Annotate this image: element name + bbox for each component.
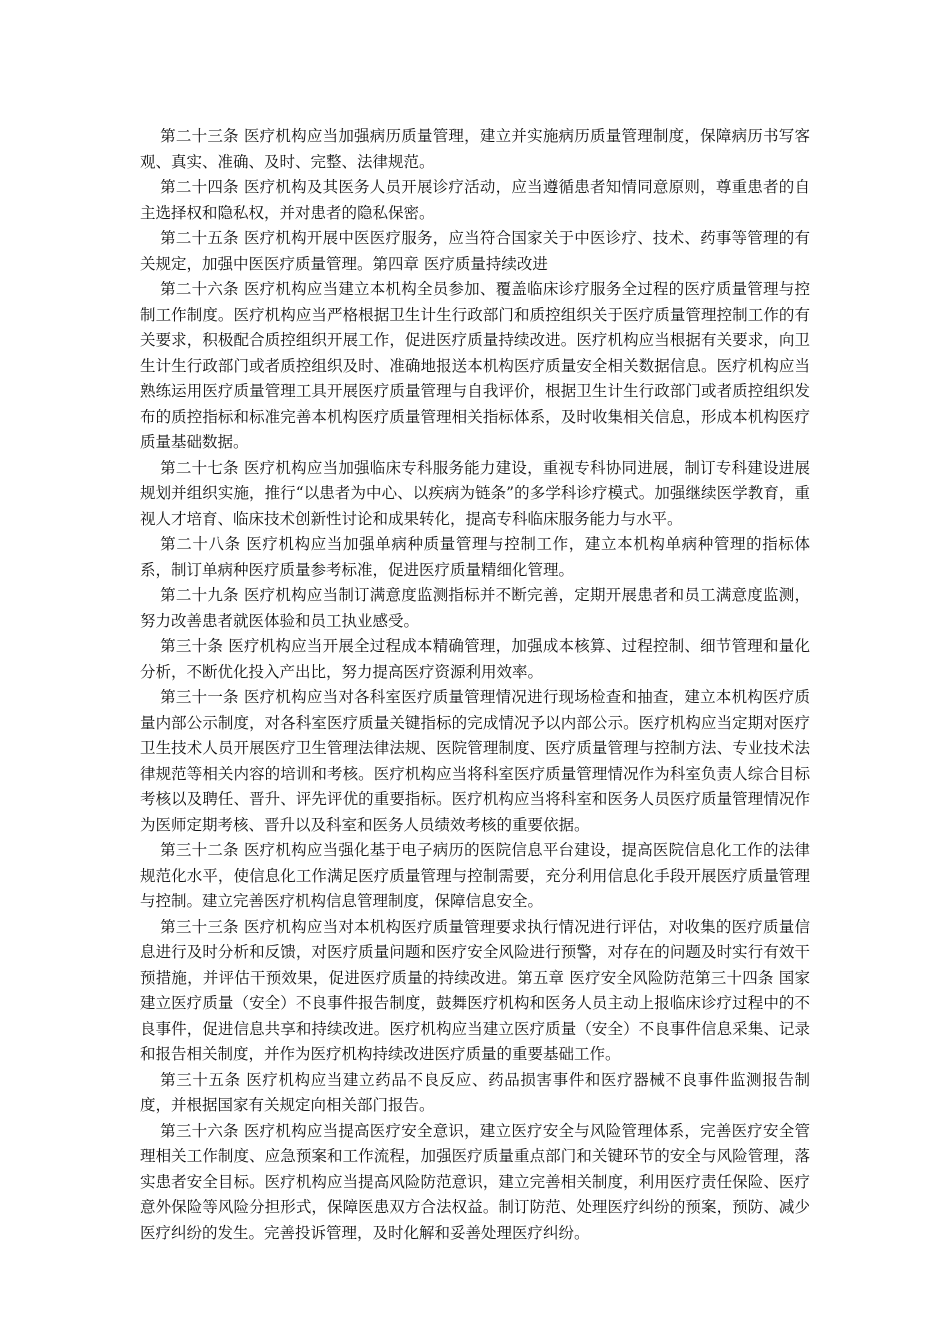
article-23-paragraph: 第二十三条 医疗机构应当加强病历质量管理，建立并实施病历质量管理制度，保障病历书写客观、真实、准确、及时、完整、法律规范。 [140, 127, 810, 171]
document-body [140, 124, 810, 1246]
article-31-paragraph: 第三十一条 医疗机构应当对各科室医疗质量管理情况进行现场检查和抽查，建立本机构医疗质量内部公示制度，对各科室医疗质量关键指标的完成情况予以内部公示。医疗机构应当定期对医疗卫生技术人员开展医疗卫生管理法律法规、医院管理制度、医疗质量管理与控制方法、专业技术法律规范等相关内容的培训和考核。医疗机构应当将科室医疗质量管理情况作为科室负责人综合目标考核以及聘任、晋升、评先评优的重要指标。医疗机构应当将科室和医务人员医疗质量管理情况作为医师定期考核、晋升以及科室和医务人员绩效考核的重要依据。 [140, 688, 810, 834]
article-25-paragraph: 第二十五条 医疗机构开展中医医疗服务，应当符合国家关于中医诊疗、技术、药事等管理的有关规定，加强中医医疗质量管理。第四章 医疗质量持续改进 [140, 229, 810, 273]
article-30-paragraph: 第三十条 医疗机构应当开展全过程成本精确管理，加强成本核算、过程控制、细节管理和量化分析，不断优化投入产出比，努力提高医疗资源利用效率。 [140, 637, 810, 681]
article-24-paragraph: 第二十四条 医疗机构及其医务人员开展诊疗活动，应当遵循患者知情同意原则，尊重患者的自主选择权和隐私权，并对患者的隐私保密。 [140, 178, 810, 222]
article-36-paragraph: 第三十六条 医疗机构应当提高医疗安全意识，建立医疗安全与风险管理体系，完善医疗安全管理相关工作制度、应急预案和工作流程，加强医疗质量重点部门和关键环节的安全与风险管理，落实患者安全目标。医疗机构应当提高风险防范意识，建立完善相关制度，利用医疗责任保险、医疗意外保险等风险分担形式，保障医患双方合法权益。制订防范、处理医疗纠纷的预案，预防、减少医疗纠纷的发生。完善投诉管理，及时化解和妥善处理医疗纠纷。 [140, 1121, 810, 1242]
article-27-paragraph: 第二十七条 医疗机构应当加强临床专科服务能力建设，重视专科协同进展，制订专科建设进展规划并组织实施，推行“以患者为中心、以疾病为链条”的多学科诊疗模式。加强继续医学教育，重视人才培育、临床技术创新性讨论和成果转化，提高专科临床服务能力与水平。 [140, 458, 810, 528]
article-33-34-paragraph: 第三十三条 医疗机构应当对本机构医疗质量管理要求执行情况进行评估，对收集的医疗质量信息进行及时分析和反馈，对医疗质量问题和医疗安全风险进行预警，对存在的问题及时实行有效干预措施，并评估干预效果，促进医疗质量的持续改进。第五章 医疗安全风险防范第三十四条 国家建立医疗质量（安全）不良事件报告制度，鼓舞医疗机构和医务人员主动上报临床诊疗过程中的不良事件，促进信息共享和持续改进。医疗机构应当建立医疗质量（安全）不良事件信息采集、记录和报告相关制度，并作为医疗机构持续改进医疗质量的重要基础工作。 [140, 917, 810, 1063]
article-32-paragraph: 第三十二条 医疗机构应当强化基于电子病历的医院信息平台建设，提高医院信息化工作的法律规范化水平，使信息化工作满足医疗质量管理与控制需要，充分利用信息化手段开展医疗质量管理与控制。建立完善医疗机构信息管理制度，保障信息安全。 [140, 841, 810, 910]
article-35-paragraph: 第三十五条 医疗机构应当建立药品不良反应、药品损害事件和医疗器械不良事件监测报告制度，并根据国家有关规定向相关部门报告。 [140, 1070, 810, 1114]
article-28-paragraph: 第二十八条 医疗机构应当加强单病种质量管理与控制工作，建立本机构单病种管理的指标体系，制订单病种医疗质量参考标准，促进医疗质量精细化管理。 [140, 535, 810, 579]
article-29-paragraph: 第二十九条 医疗机构应当制订满意度监测指标并不断完善，定期开展患者和员工满意度监测，努力改善患者就医体验和员工执业感受。 [140, 586, 810, 630]
article-26-paragraph: 第二十六条 医疗机构应当建立本机构全员参加、覆盖临床诊疗服务全过程的医疗质量管理与控制工作制度。医疗机构应当严格根据卫生计生行政部门和质控组织关于医疗质量管理控制工作的有关要求，积极配合质控组织开展工作，促进医疗质量持续改进。医疗机构应当根据有关要求，向卫生计生行政部门或者质控组织及时、准确地报送本机构医疗质量安全相关数据信息。医疗机构应当熟练运用医疗质量管理工具开展医疗质量管理与自我评价，根据卫生计生行政部门或者质控组织发布的质控指标和标准完善本机构医疗质量管理相关指标体系，及时收集相关信息，形成本机构医疗质量基础数据。 [140, 280, 810, 451]
